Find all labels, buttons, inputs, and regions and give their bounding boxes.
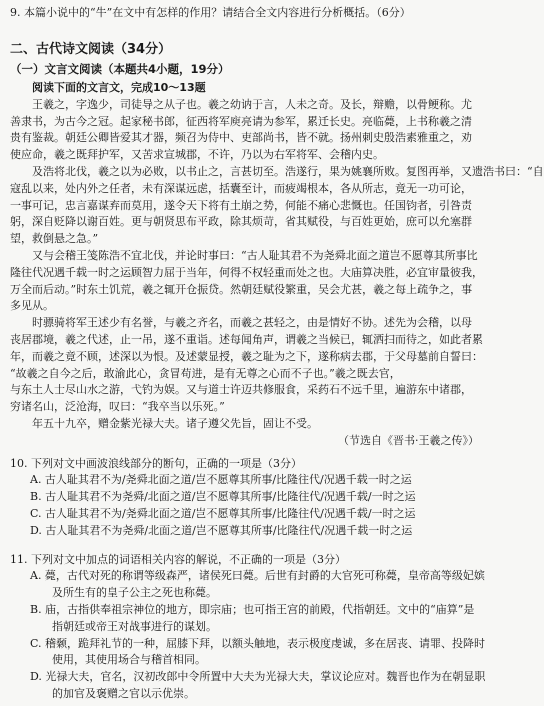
option-c: C. 古人耻其君不为/尧舜北面之道/岂不愿尊其所事/比隆往代/况遇千载/一时之运: [30, 506, 416, 520]
reading-instruction: 阅读下面的文言文，完成10～13题: [32, 80, 206, 94]
passage-line: 年五十九卒，赠金紫光禄大夫。诸子遵父先旨，固让不受。: [32, 416, 318, 430]
passage-source: （节选自《晋书·王羲之传》）: [338, 433, 479, 447]
passage-line: 年，而羲之竟不顾，述深以为恨。及述蒙显授，羲之耻为之下，遂称病去郡，于父母墓前自誓曰：: [10, 349, 483, 363]
passage-line: 丧居郡境，羲之代述，止一吊，遂不重诣。述每闻角声，谓羲之当候已，辄洒扫而待之，如此者累: [10, 332, 483, 346]
subsection-title: （一）文言文阅读（本题共4小题，19分）: [10, 61, 230, 76]
passage-line: 多见从。: [10, 299, 54, 313]
passage: [10, 97, 544, 450]
option-a: A. 薨，古代对死的称谓等级森严，诸侯死曰薨。后世有封爵的大官死可称薨，皇帝高等级妃嫔: [30, 569, 485, 583]
passage-line: 时骠骑将军王述少有名誉，与羲之齐名，而羲之甚轻之，由是情好不协。述先为会稽，以母: [32, 316, 472, 330]
passage-line: 穷诸名山，泛沧海，叹曰：“我卒当以乐死。”: [10, 400, 225, 414]
passage-line: 及浩将北伐，羲之以为必败，以书止之，言甚切至。浩遂行，果为姚襄所败。复图再举，又遗浩书曰：“自: [32, 164, 544, 178]
option-b-cont: 指朝廷或帝王对战事进行的谋划。: [52, 619, 217, 633]
passage-line: 寇乱以来，处内外之任者，未有深谋远虑，括囊至计，而疲竭根本，各从所志，竟无一功可论，: [10, 181, 472, 195]
passage-line: “故羲之自今之后，敢渝此心，贪冒苟进，是有无尊之心而不子也。”羲之既去官，: [10, 366, 401, 380]
option-d: D. 古人耻其君不为尧舜/北面之道/岂不愿尊其所事/比隆往代/况遇千载一时之运: [30, 523, 413, 537]
passage-line: 善隶书，为古今之冠。起家秘书郎，征西将军庾亮请为参军，累迁长史。亮临薨，上书称羲之清: [10, 114, 472, 128]
passage-line: 与东土人士尽山水之游，弋钓为娱。又与道士许迈共修服食，采药石不远千里，遍游东中诸郡，: [10, 383, 472, 397]
question-11-stem: 11. 下列对文中加点的词语相关内容的解说，不正确的一项是（3分）: [10, 552, 346, 566]
option-c-cont: 使用，其使用场合与稽首相同。: [52, 653, 206, 667]
passage-line: 贵有鉴裁。朝廷公卿皆爱其才器，频召为侍中、吏部尚书，皆不就。扬州刺史殷浩素雅重之，劝: [10, 131, 472, 145]
section-title: 二、古代诗文阅读（34分）: [10, 41, 172, 57]
option-d-cont: 的加官及褒赠之官以示优崇。: [52, 686, 195, 700]
question-10-stem: 10. 下列对文中画波浪线部分的断句，正确的一项是（3分）: [10, 456, 302, 470]
option-c: C. 稽颡，跪拜礼节的一种，屈膝下拜，以额头触地，表示极度虔诚，多在居丧、请罪、投降时: [30, 636, 486, 650]
option-d: D. 光禄大夫，官名，汉初改郎中令所置中大夫为光禄大夫，掌议论应对。魏晋也作为在朝显职: [30, 670, 486, 684]
option-a-cont: 及所生有的皇子公主之死也称薨。: [52, 586, 217, 600]
passage-line: 使应命，羲之既拜护军，又苦求宣城郡，不许，乃以为右军将军、会稽内史。: [10, 148, 384, 162]
question-10: [10, 456, 491, 540]
passage-line: 又与会稽王笺陈浩不宜北伐，并论时事曰：“古人耻其君不为尧舜北面之道岂不愿尊其所事比: [32, 248, 478, 262]
passage-line: 王羲之，字逸少，司徒导之从子也。羲之幼讷于言，人未之奇。及长，辩赡，以骨鲠称。尤: [32, 97, 472, 111]
question-9: 9. 本篇小说中的“牛”在文中有怎样的作用？请结合全文内容进行分析概括。（6分）: [10, 6, 411, 19]
passage-line: 隆往代况遇千载一时之运顾智力屈于当年，何得不权轻重而处之也。大庙算决胜，必宜审量彼我，: [10, 265, 483, 279]
question-11: [10, 552, 491, 703]
passage-line: 望，救倒悬之急。”: [10, 232, 99, 246]
option-b: B. 庙，古指供奉祖宗神位的地方，即宗庙；也可指王宫的前殿，代指朝廷。文中的“庙算”是: [30, 602, 475, 616]
passage-line: 万全而后动。”时东土饥荒，羲之辄开仓振贷。然朝廷赋役繁重，吴会尤甚，羲之每上疏争之，事: [10, 282, 473, 296]
passage-line: 躬，深自贬降以谢百姓。更与朝贤思布平政，除其烦苛，省其赋役，与百姓更始，庶可以允塞群: [10, 215, 472, 229]
option-a: A. 古人耻其君不为/尧舜北面之道/岂不愿尊其所事/比隆往代/况遇千载一时之运: [30, 473, 412, 487]
option-b: B. 古人耻其君不为尧舜/北面之道/岂不愿尊其所事/比隆往代/况遇千载/一时之运: [30, 490, 416, 504]
passage-line: 一事可记，忠言嘉谋弃而莫用，遂令天下将有土崩之势，何能不痛心悲慨也。任国钧者，引咎责: [10, 198, 472, 212]
